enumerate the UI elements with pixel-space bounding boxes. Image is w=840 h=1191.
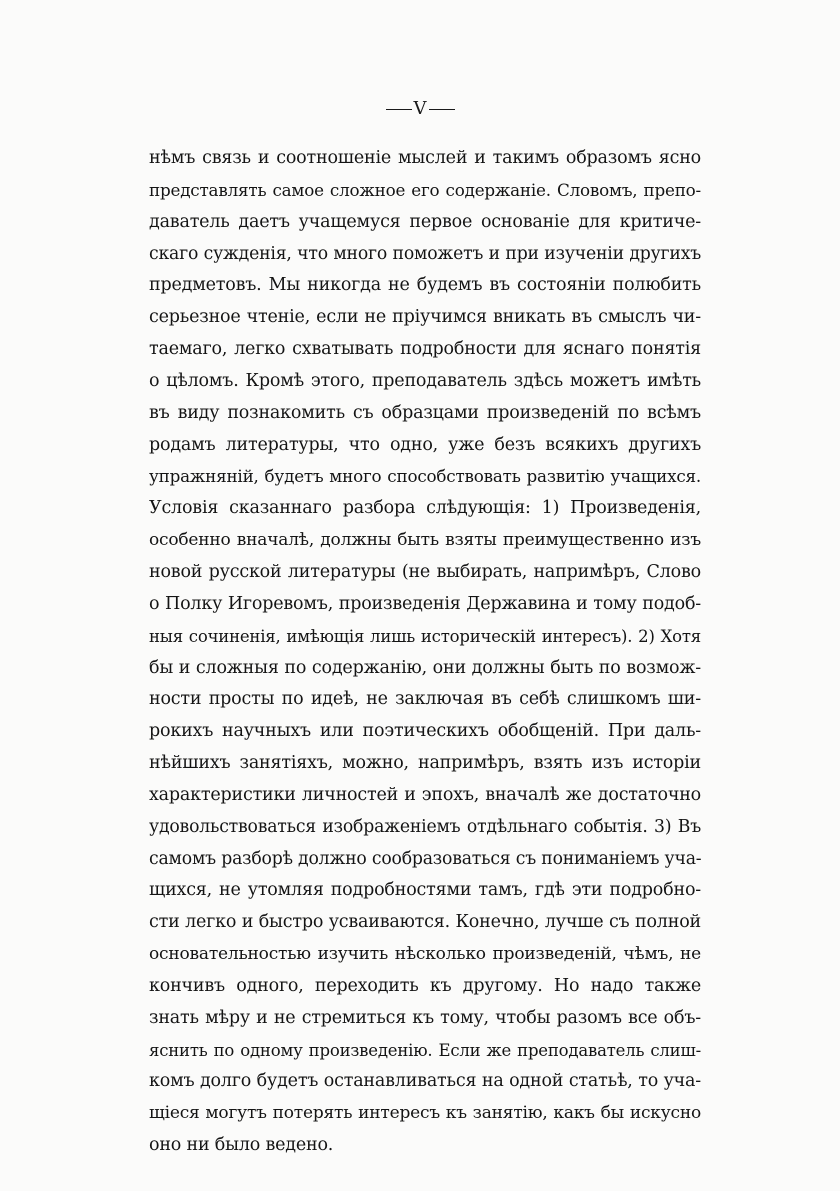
text-line: таемаго, легко схватывать подробности для яснаго понятія <box>149 339 701 360</box>
text-line: предметовъ. Мы никогда не будемъ въ состояніи полюбить <box>149 275 701 296</box>
text-line: новой русской литературы (не выбирать, напримѣръ, Слово <box>149 561 701 582</box>
text-line: о цѣломъ. Кромѣ этого, преподаватель здѣсь можетъ имѣть <box>149 370 701 391</box>
text-line: щихся, не утомляя подробностями тамъ, гдѣ эти подробно- <box>149 880 701 901</box>
text-line: рокихъ научныхъ или поэтическихъ обобщеній. При даль- <box>149 721 701 742</box>
text-line: серьезное чтеніе, если не пріучимся вникать въ смыслъ чи- <box>149 307 701 328</box>
text-line: самомъ разборѣ должно сообразоваться съ пониманіемъ уча- <box>149 848 701 869</box>
page-number: V <box>413 98 427 119</box>
body-text <box>149 143 701 1162</box>
header-rule-right <box>429 109 455 110</box>
text-line: въ виду познакомить съ образцами произведеній по всѣмъ <box>149 402 701 423</box>
text-line: особенно вначалѣ, должны быть взяты преимущественно изъ <box>149 530 701 551</box>
text-line: бы и сложныя по содержанію, они должны быть по возмож- <box>149 657 701 678</box>
text-line: знать мѣру и не стремиться къ тому, чтобы разомъ все объ- <box>149 1007 701 1028</box>
text-line: нѣйшихъ занятіяхъ, можно, напримѣръ, взять изъ исторіи <box>149 753 701 774</box>
text-line: сти легко и быстро усваиваются. Конечно, лучше съ полной <box>149 912 701 933</box>
text-line: оно ни было ведено. <box>149 1135 334 1156</box>
page-header <box>0 98 840 119</box>
text-line: нѣмъ связь и соотношеніе мыслей и такимъ образомъ ясно <box>149 148 701 168</box>
text-line: комъ долго будетъ останавливаться на одной статьѣ, то уча- <box>149 1071 701 1092</box>
text-line: даватель даетъ учащемуся первое основаніе для критиче- <box>149 211 701 232</box>
text-line: представлять самое сложное его содержаніе. Словомъ, препо- <box>149 179 701 200</box>
text-line: основательностью изучить нѣсколько произведеній, чѣмъ, не <box>149 944 701 965</box>
text-line: Условія сказаннаго разбора слѣдующія: 1) Произведенія, <box>149 498 701 519</box>
text-line: родамъ литературы, что одно, уже безъ всякихъ другихъ <box>149 434 701 455</box>
text-line: скаго сужденія, что много поможетъ и при изученіи другихъ <box>149 243 701 264</box>
text-line: характеристики личностей и эпохъ, вначалѣ же достаточно <box>149 784 701 805</box>
text-line: удовольствоваться изображеніемъ отдѣльнаго событія. 3) Въ <box>149 816 701 837</box>
text-line: ныя сочиненія, имѣющія лишь историческій интересъ). 2) Хотя <box>149 626 701 646</box>
text-line: ности просты по идеѣ, не заключая въ себѣ слишкомъ ши- <box>149 689 701 710</box>
text-line: о Полку Игоревомъ, произведенія Державина и тому подоб- <box>149 593 701 614</box>
text-line: яснить по одному произведенію. Если же преподаватель слиш- <box>149 1040 701 1060</box>
header-rule-left <box>386 109 412 110</box>
text-line: кончивъ одного, переходить къ другому. Но надо также <box>149 975 701 996</box>
text-line: щіеся могутъ потерять интересъ къ занятію, какъ бы искусно <box>149 1103 701 1124</box>
text-line: упражняній, будетъ много способствовать развитію учащихся. <box>149 466 701 487</box>
